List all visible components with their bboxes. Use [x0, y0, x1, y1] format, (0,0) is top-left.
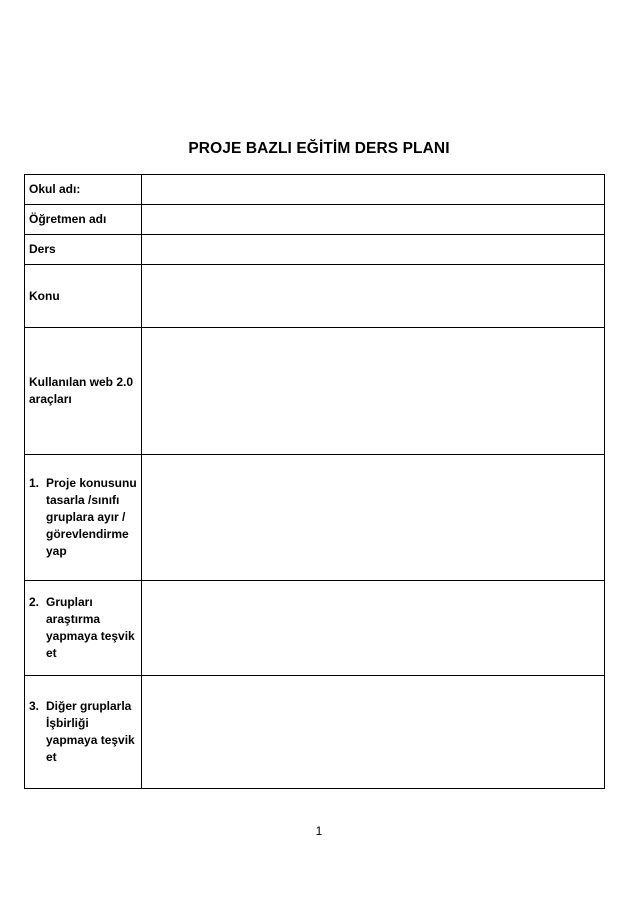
document-title: PROJE BAZLI EĞİTİM DERS PLANI [188, 140, 450, 157]
table-row [25, 235, 605, 265]
row-label-step-1 [25, 455, 142, 581]
page-number: 1 [315, 824, 323, 838]
row-label-web-tools: Kullanılan web 2.0 araçları [25, 328, 142, 455]
row-label-school-name: Okul adı: [25, 175, 142, 205]
table-row [25, 205, 605, 235]
row-label-topic: Konu [25, 265, 142, 328]
row-value-school-name[interactable] [142, 175, 605, 205]
row-label-step-2 [25, 581, 142, 676]
lesson-plan-table [24, 174, 605, 789]
row-label-course: Ders [25, 235, 142, 265]
row-value-topic[interactable] [142, 265, 605, 328]
table-row [25, 455, 605, 581]
step-number: 1. [29, 476, 40, 490]
table-row [25, 328, 605, 455]
table-row [25, 175, 605, 205]
row-value-course[interactable] [142, 235, 605, 265]
table-row [25, 265, 605, 328]
row-label-step-3 [25, 676, 142, 789]
step-number: 2. [29, 595, 40, 609]
row-value-step-2[interactable] [142, 581, 605, 676]
row-value-step-3[interactable] [142, 676, 605, 789]
table-row [25, 676, 605, 789]
row-label-teacher-name: Öğretmen adı [25, 205, 142, 235]
step-text: Grupları araştırma yapmaya teşvik et [46, 595, 135, 660]
step-text: Proje konusunu tasarla /sınıfı gruplara ayır / görevlendirme yap [46, 476, 137, 558]
step-text: Diğer gruplarla İşbirliği yapmaya teşvik et [46, 699, 135, 764]
step-number: 3. [29, 699, 40, 713]
table-row [25, 581, 605, 676]
row-value-web-tools[interactable] [142, 328, 605, 455]
row-value-teacher-name[interactable] [142, 205, 605, 235]
row-value-step-1[interactable] [142, 455, 605, 581]
